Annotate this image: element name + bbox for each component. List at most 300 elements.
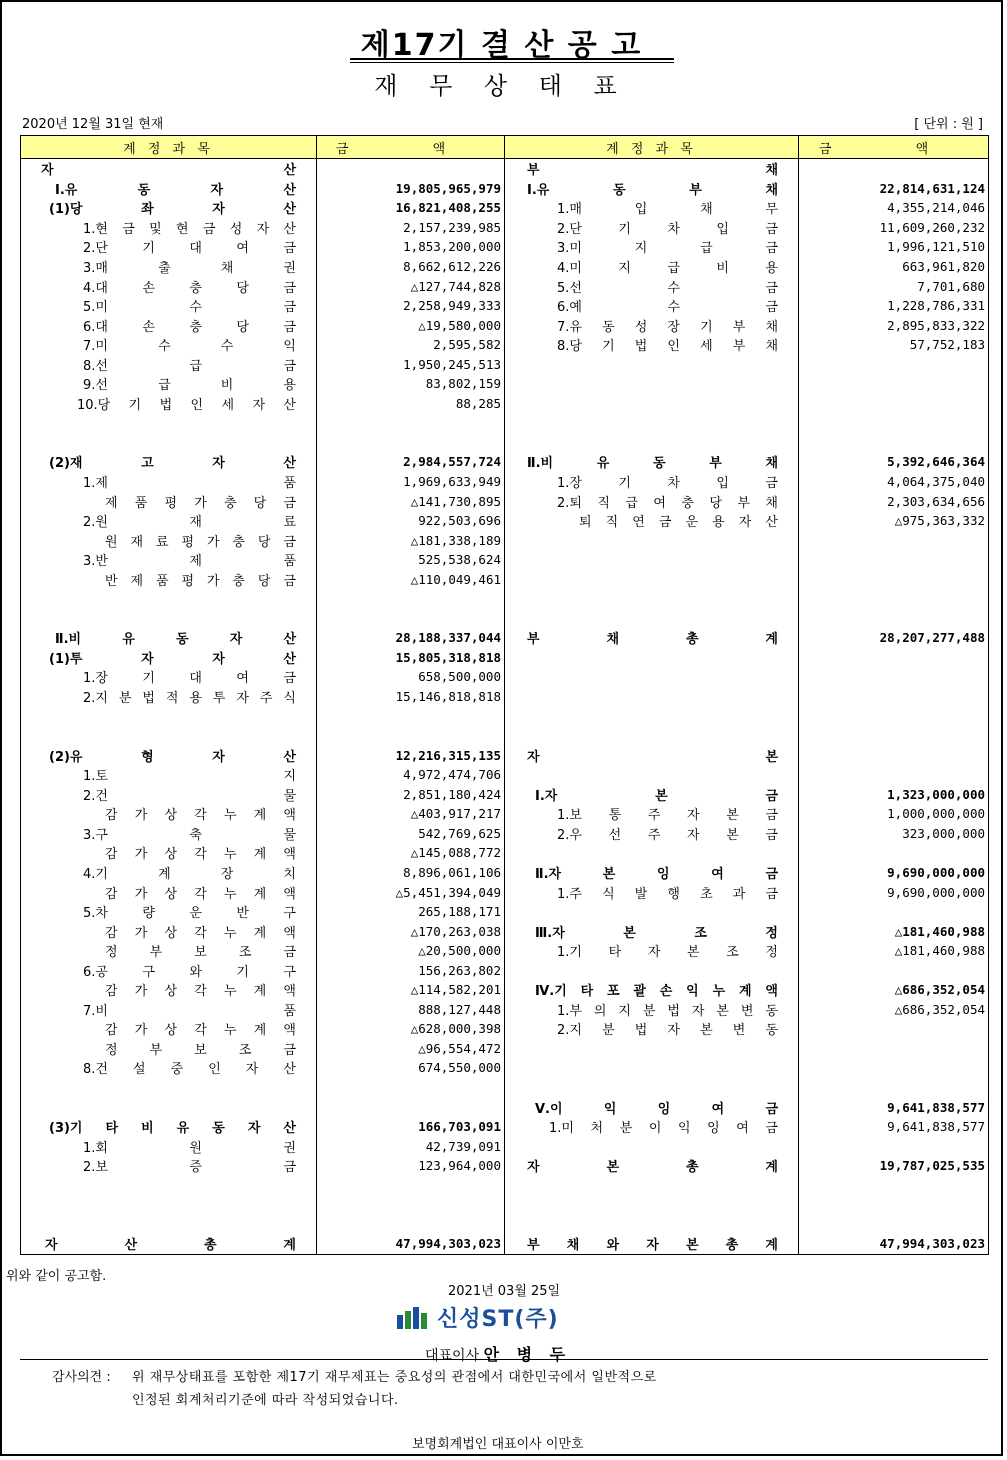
left-account-cell — [21, 1215, 317, 1235]
right-amount-cell: 4,355,214,046 — [799, 198, 989, 218]
left-account-label: 5.미 수 금 — [83, 300, 296, 316]
left-account-label: 7.비 품 — [83, 1003, 296, 1019]
left-account-label: 6.대 손 충 당 금 — [83, 319, 296, 335]
right-account-label: 2.단 기 차 입 금 — [557, 221, 778, 237]
right-amount-cell: 1,228,786,331 — [799, 296, 989, 316]
right-account-cell — [505, 863, 799, 883]
left-amount-cell: △170,263,038 — [317, 921, 505, 941]
left-amount-cell: 83,802,159 — [317, 374, 505, 394]
right-account-label: 1.부 의 지 분 법 자 본 변 동 — [557, 1003, 778, 1019]
left-account-cell — [21, 1234, 317, 1254]
table-row — [21, 648, 989, 668]
right-account-cell — [505, 394, 799, 414]
left-amount-cell: △127,744,828 — [317, 276, 505, 296]
left-account-label: 자 산 총 계 — [45, 1238, 296, 1254]
left-amount-cell: 8,662,612,226 — [317, 257, 505, 277]
left-amount-cell: △114,582,201 — [317, 980, 505, 1000]
right-amount-cell — [799, 902, 989, 922]
right-account-label: 1.보 통 주 자 본 금 — [557, 808, 778, 824]
left-amount-cell: △20,500,000 — [317, 941, 505, 961]
right-account-label: 부 채 총 계 — [527, 632, 778, 648]
right-account-cell — [505, 179, 799, 199]
left-account-label: 감 가 상 각 누 계 액 — [105, 847, 296, 863]
right-account-cell — [505, 315, 799, 335]
right-account-cell — [505, 765, 799, 785]
right-amount-cell: 11,609,260,232 — [799, 218, 989, 238]
left-account-cell — [21, 530, 317, 550]
left-amount-cell — [317, 1175, 505, 1195]
right-amount-cell: 19,787,025,535 — [799, 1156, 989, 1176]
left-account-cell — [21, 628, 317, 648]
left-amount-cell: 19,805,965,979 — [317, 179, 505, 199]
right-account-cell — [505, 960, 799, 980]
right-account-cell — [505, 902, 799, 922]
table-row — [21, 413, 989, 433]
left-amount-cell: 922,503,696 — [317, 511, 505, 531]
right-account-cell — [505, 1215, 799, 1235]
right-account-cell — [505, 511, 799, 531]
left-account-cell — [21, 941, 317, 961]
table-row — [21, 1000, 989, 1020]
company-logo-mark-icon — [397, 1307, 431, 1329]
table-row — [21, 628, 989, 648]
left-amount-cell: △628,000,398 — [317, 1019, 505, 1039]
left-amount-cell: 8,896,061,106 — [317, 863, 505, 883]
right-account-cell — [505, 628, 799, 648]
right-account-cell — [505, 687, 799, 707]
left-account-cell — [21, 179, 317, 199]
left-amount-cell: △5,451,394,049 — [317, 882, 505, 902]
right-account-cell — [505, 257, 799, 277]
left-amount-cell: 542,769,625 — [317, 824, 505, 844]
right-amount-cell: 7,701,680 — [799, 276, 989, 296]
right-amount-cell: 1,323,000,000 — [799, 785, 989, 805]
table-row — [21, 1019, 989, 1039]
right-amount-cell — [799, 433, 989, 453]
right-account-cell — [505, 413, 799, 433]
right-account-label: Ⅰ.자 본 금 — [535, 788, 778, 804]
left-account-cell — [21, 433, 317, 453]
right-account-cell — [505, 1058, 799, 1078]
right-account-label: 부 채 와 자 본 총 계 — [527, 1238, 778, 1254]
left-account-cell — [21, 413, 317, 433]
right-account-label: Ⅱ.자 본 잉 여 금 — [535, 866, 778, 882]
table-row — [21, 374, 989, 394]
right-account-cell — [505, 218, 799, 238]
right-amount-cell: 5,392,646,364 — [799, 452, 989, 472]
left-account-label: 감 가 상 각 누 계 액 — [105, 808, 296, 824]
left-account-cell — [21, 198, 317, 218]
right-account-cell — [505, 589, 799, 609]
right-account-cell — [505, 276, 799, 296]
left-account-cell — [21, 394, 317, 414]
table-row — [21, 1136, 989, 1156]
right-account-label: 2.우 선 주 자 본 금 — [557, 827, 778, 843]
table-row — [21, 1058, 989, 1078]
table-row — [21, 530, 989, 550]
left-account-label: 1.현 금 및 현 금 성 자 산 — [83, 221, 296, 237]
right-account-label: 7.유 동 성 장 기 부 채 — [557, 319, 778, 335]
right-account-cell — [505, 745, 799, 765]
left-amount-cell — [317, 413, 505, 433]
left-account-header: 계 정 과 목 — [21, 136, 317, 159]
right-account-cell — [505, 804, 799, 824]
right-account-cell — [505, 667, 799, 687]
title-underline — [350, 58, 674, 60]
left-account-label: 1.토 지 — [83, 769, 296, 785]
left-account-cell — [21, 648, 317, 668]
right-account-label: Ⅰ.유 동 부 채 — [527, 182, 778, 198]
notice-statement: 위와 같이 공고함. — [6, 1269, 107, 1284]
right-account-label: 1.장 기 차 입 금 — [557, 476, 778, 492]
table-row — [21, 354, 989, 374]
right-account-cell — [505, 726, 799, 746]
audit-opinion-line2: 인정된 회계처리기준에 따라 작성되었습니다. — [132, 1393, 399, 1408]
left-account-label: Ⅰ.유 동 자 산 — [55, 182, 296, 198]
right-amount-cell — [799, 843, 989, 863]
notice-date: 2021년 03월 25일 — [448, 1284, 561, 1299]
right-account-header: 계 정 과 목 — [505, 136, 799, 159]
right-account-cell — [505, 706, 799, 726]
left-amount-cell: 47,994,303,023 — [317, 1234, 505, 1254]
left-amount-cell: 123,964,000 — [317, 1156, 505, 1176]
right-account-cell — [505, 882, 799, 902]
right-account-cell — [505, 296, 799, 316]
table-header-row — [21, 136, 989, 159]
left-amount-cell — [317, 1215, 505, 1235]
left-account-label: 3.구 축 물 — [83, 827, 296, 843]
right-account-cell — [505, 1175, 799, 1195]
right-account-cell — [505, 198, 799, 218]
left-amount-cell: 28,188,337,044 — [317, 628, 505, 648]
left-account-label: 2.건 물 — [83, 788, 296, 804]
left-account-cell — [21, 276, 317, 296]
table-row — [21, 902, 989, 922]
left-account-cell — [21, 1000, 317, 1020]
right-account-cell — [505, 1019, 799, 1039]
right-amount-cell: 1,000,000,000 — [799, 804, 989, 824]
table-row — [21, 1117, 989, 1137]
left-amount-cell: 156,263,802 — [317, 960, 505, 980]
right-account-cell — [505, 1078, 799, 1098]
left-account-cell — [21, 1078, 317, 1098]
right-amount-cell: 9,690,000,000 — [799, 882, 989, 902]
right-amount-cell — [799, 1195, 989, 1215]
right-account-cell — [505, 648, 799, 668]
right-amount-cell — [799, 159, 989, 179]
left-account-cell — [21, 1136, 317, 1156]
left-account-label: 5.차 량 운 반 구 — [83, 906, 296, 922]
table-row — [21, 452, 989, 472]
right-amount-header: 금 액 — [799, 136, 989, 159]
audit-opinion-line1: 위 재무상태표를 포함한 제17기 재무제표는 중요성의 관점에서 대한민국에서 일반적으로 — [132, 1370, 657, 1385]
left-account-label: 정 부 보 조 금 — [105, 1042, 296, 1058]
left-account-cell — [21, 765, 317, 785]
right-account-label: 2.지 분 법 자 본 변 동 — [557, 1023, 778, 1039]
right-amount-cell: 9,641,838,577 — [799, 1117, 989, 1137]
right-account-label: Ⅲ.자 본 조 정 — [535, 925, 778, 941]
table-row — [21, 569, 989, 589]
right-amount-cell: △181,460,988 — [799, 921, 989, 941]
left-account-cell — [21, 1058, 317, 1078]
right-amount-cell — [799, 394, 989, 414]
right-account-label: 부 채 — [527, 163, 778, 179]
left-amount-cell — [317, 1195, 505, 1215]
left-account-cell — [21, 296, 317, 316]
right-amount-cell: 4,064,375,040 — [799, 472, 989, 492]
right-amount-cell — [799, 667, 989, 687]
right-amount-cell: 57,752,183 — [799, 335, 989, 355]
left-account-cell — [21, 785, 317, 805]
rep-title: 대표이사 — [425, 1348, 480, 1364]
right-amount-cell — [799, 706, 989, 726]
right-account-cell — [505, 1234, 799, 1254]
left-account-label: 6.공 구 와 기 구 — [83, 964, 296, 980]
right-account-label: 2.퇴 직 급 여 충 당 부 채 — [557, 495, 778, 511]
left-amount-cell: 888,127,448 — [317, 1000, 505, 1020]
right-amount-cell — [799, 1175, 989, 1195]
right-account-cell — [505, 433, 799, 453]
left-amount-header: 금 액 — [317, 136, 505, 159]
left-amount-cell: 2,157,239,985 — [317, 218, 505, 238]
left-account-cell — [21, 1175, 317, 1195]
left-amount-cell: 12,216,315,135 — [317, 745, 505, 765]
left-account-cell — [21, 1097, 317, 1117]
left-account-cell — [21, 315, 317, 335]
left-amount-cell: △141,730,895 — [317, 491, 505, 511]
right-account-cell — [505, 354, 799, 374]
left-amount-cell — [317, 726, 505, 746]
right-account-cell — [505, 550, 799, 570]
table-row — [21, 237, 989, 257]
left-account-cell — [21, 843, 317, 863]
right-account-label: 1.미 처 분 이 익 잉 여 금 — [549, 1121, 778, 1137]
unit-label: [ 단위 : 원 ] — [914, 117, 983, 132]
left-account-label: 제 품 평 가 충 당 금 — [105, 495, 296, 511]
right-amount-cell: 9,690,000,000 — [799, 863, 989, 883]
table-row — [21, 433, 989, 453]
right-account-cell — [505, 941, 799, 961]
right-amount-cell: 28,207,277,488 — [799, 628, 989, 648]
rep-name: 안 병 두 — [483, 1345, 572, 1364]
right-account-cell — [505, 237, 799, 257]
right-amount-cell: △975,363,332 — [799, 511, 989, 531]
right-amount-cell — [799, 648, 989, 668]
left-amount-cell: △19,580,000 — [317, 315, 505, 335]
right-account-label: 퇴 직 연 금 운 용 자 산 — [579, 515, 778, 531]
left-amount-cell — [317, 1097, 505, 1117]
table-row — [21, 511, 989, 531]
left-amount-cell: △96,554,472 — [317, 1039, 505, 1059]
right-account-label: Ⅳ.기 타 포 괄 손 익 누 계 액 — [535, 984, 778, 1000]
left-account-label: 2.원 재 료 — [83, 515, 296, 531]
left-account-cell — [21, 159, 317, 179]
table-row — [21, 960, 989, 980]
right-account-cell — [505, 452, 799, 472]
table-row — [21, 765, 989, 785]
right-amount-cell — [799, 413, 989, 433]
left-amount-cell: 265,188,171 — [317, 902, 505, 922]
right-account-label: Ⅴ.이 익 잉 여 금 — [535, 1101, 778, 1117]
left-amount-cell: 1,969,633,949 — [317, 472, 505, 492]
right-account-cell — [505, 1117, 799, 1137]
table-row — [21, 335, 989, 355]
left-amount-cell: 15,805,318,818 — [317, 648, 505, 668]
left-amount-cell: 88,285 — [317, 394, 505, 414]
left-account-cell — [21, 335, 317, 355]
left-account-cell — [21, 863, 317, 883]
table-row — [21, 785, 989, 805]
table-row — [21, 667, 989, 687]
left-account-cell — [21, 511, 317, 531]
right-account-cell — [505, 159, 799, 179]
left-account-label: 반 제 품 평 가 충 당 금 — [105, 573, 296, 589]
right-account-label: 3.미 지 급 금 — [557, 241, 778, 257]
left-amount-cell: 166,703,091 — [317, 1117, 505, 1137]
right-amount-cell — [799, 374, 989, 394]
left-amount-cell: 2,258,949,333 — [317, 296, 505, 316]
left-amount-cell: △145,088,772 — [317, 843, 505, 863]
left-amount-cell — [317, 1078, 505, 1098]
left-account-label: 감 가 상 각 누 계 액 — [105, 1023, 296, 1039]
right-amount-cell — [799, 1039, 989, 1059]
left-account-label: 7.미 수 수 익 — [83, 339, 296, 355]
left-amount-cell: 16,821,408,255 — [317, 198, 505, 218]
left-account-cell — [21, 237, 317, 257]
left-amount-cell — [317, 706, 505, 726]
left-account-cell — [21, 921, 317, 941]
left-account-cell — [21, 609, 317, 629]
left-account-cell — [21, 706, 317, 726]
right-amount-cell — [799, 1019, 989, 1039]
left-account-cell — [21, 804, 317, 824]
right-account-cell — [505, 1156, 799, 1176]
right-amount-cell: △686,352,054 — [799, 980, 989, 1000]
left-account-label: 감 가 상 각 누 계 액 — [105, 886, 296, 902]
left-amount-cell — [317, 609, 505, 629]
table-row — [21, 179, 989, 199]
table-row — [21, 1234, 989, 1254]
left-account-label: 9.선 급 비 용 — [83, 378, 296, 394]
right-account-cell — [505, 1195, 799, 1215]
table-row — [21, 843, 989, 863]
right-amount-cell: 323,000,000 — [799, 824, 989, 844]
left-account-cell — [21, 1195, 317, 1215]
left-amount-cell — [317, 159, 505, 179]
table-row — [21, 276, 989, 296]
right-amount-cell: 2,895,833,322 — [799, 315, 989, 335]
left-account-cell — [21, 589, 317, 609]
right-amount-cell — [799, 687, 989, 707]
table-row — [21, 882, 989, 902]
right-account-cell — [505, 374, 799, 394]
title-underline-thin — [350, 62, 674, 63]
table-row — [21, 257, 989, 277]
left-account-label: 2.단 기 대 여 금 — [83, 241, 296, 257]
right-account-cell — [505, 335, 799, 355]
left-amount-cell: 42,739,091 — [317, 1136, 505, 1156]
left-account-label: 4.대 손 충 당 금 — [83, 280, 296, 296]
right-account-label: 8.당 기 법 인 세 부 채 — [557, 339, 778, 355]
left-account-cell — [21, 452, 317, 472]
left-account-cell — [21, 218, 317, 238]
right-account-label: 4.미 지 급 비 용 — [557, 261, 778, 276]
left-account-cell — [21, 1156, 317, 1176]
table-row — [21, 687, 989, 707]
left-account-cell — [21, 257, 317, 277]
left-amount-cell — [317, 589, 505, 609]
left-account-label: 원 재 료 평 가 충 당 금 — [105, 534, 296, 550]
table-row — [21, 218, 989, 238]
left-account-label: (1)투 자 자 산 — [49, 651, 296, 667]
right-account-cell — [505, 609, 799, 629]
table-row — [21, 726, 989, 746]
right-amount-cell: △181,460,988 — [799, 941, 989, 961]
right-amount-cell: 2,303,634,656 — [799, 491, 989, 511]
left-amount-cell: 2,595,582 — [317, 335, 505, 355]
representative — [425, 1342, 571, 1365]
right-amount-cell: △686,352,054 — [799, 1000, 989, 1020]
left-account-cell — [21, 882, 317, 902]
left-account-label: 2.보 증 금 — [83, 1160, 296, 1176]
left-amount-cell: 2,984,557,724 — [317, 452, 505, 472]
right-amount-cell: 1,996,121,510 — [799, 237, 989, 257]
left-account-cell — [21, 569, 317, 589]
left-account-cell — [21, 354, 317, 374]
company-logo — [397, 1302, 559, 1333]
left-account-cell — [21, 980, 317, 1000]
table-row — [21, 941, 989, 961]
left-account-label: (3)기 타 비 유 동 자 산 — [49, 1121, 296, 1137]
left-account-label: 자 산 — [41, 163, 296, 179]
right-amount-cell — [799, 1058, 989, 1078]
table-row — [21, 394, 989, 414]
table-row — [21, 159, 989, 179]
left-account-cell — [21, 726, 317, 746]
table-row — [21, 589, 989, 609]
left-amount-cell: 1,950,245,513 — [317, 354, 505, 374]
right-account-label: 5.선 수 금 — [557, 280, 778, 296]
left-account-label: 8.선 급 금 — [83, 358, 296, 374]
balance-sheet-table — [20, 135, 989, 1255]
right-account-cell — [505, 921, 799, 941]
table-row — [21, 1175, 989, 1195]
right-amount-cell — [799, 765, 989, 785]
footer-divider — [20, 1359, 988, 1360]
table-row — [21, 1195, 989, 1215]
right-account-label: 자 본 총 계 — [527, 1160, 778, 1176]
left-account-label: (2)재 고 자 산 — [49, 456, 296, 472]
table-row — [21, 1039, 989, 1059]
audit-label: 감사의견 : — [52, 1370, 111, 1385]
right-amount-cell — [799, 530, 989, 550]
right-account-cell — [505, 491, 799, 511]
auditor-signature: 보명회계법인 대표이사 이만호 — [412, 1437, 584, 1452]
left-amount-cell: 1,853,200,000 — [317, 237, 505, 257]
left-account-cell — [21, 745, 317, 765]
right-amount-cell — [799, 1215, 989, 1235]
right-amount-cell — [799, 745, 989, 765]
right-amount-cell: 663,961,820 — [799, 257, 989, 277]
notice-title: 제17기 결 산 공 고 — [360, 28, 643, 63]
right-account-label: 6.예 수 금 — [557, 300, 778, 316]
table-row — [21, 550, 989, 570]
table-row — [21, 472, 989, 492]
left-amount-cell — [317, 433, 505, 453]
table-row — [21, 315, 989, 335]
left-account-label: 1.제 품 — [83, 476, 296, 492]
left-account-cell — [21, 472, 317, 492]
